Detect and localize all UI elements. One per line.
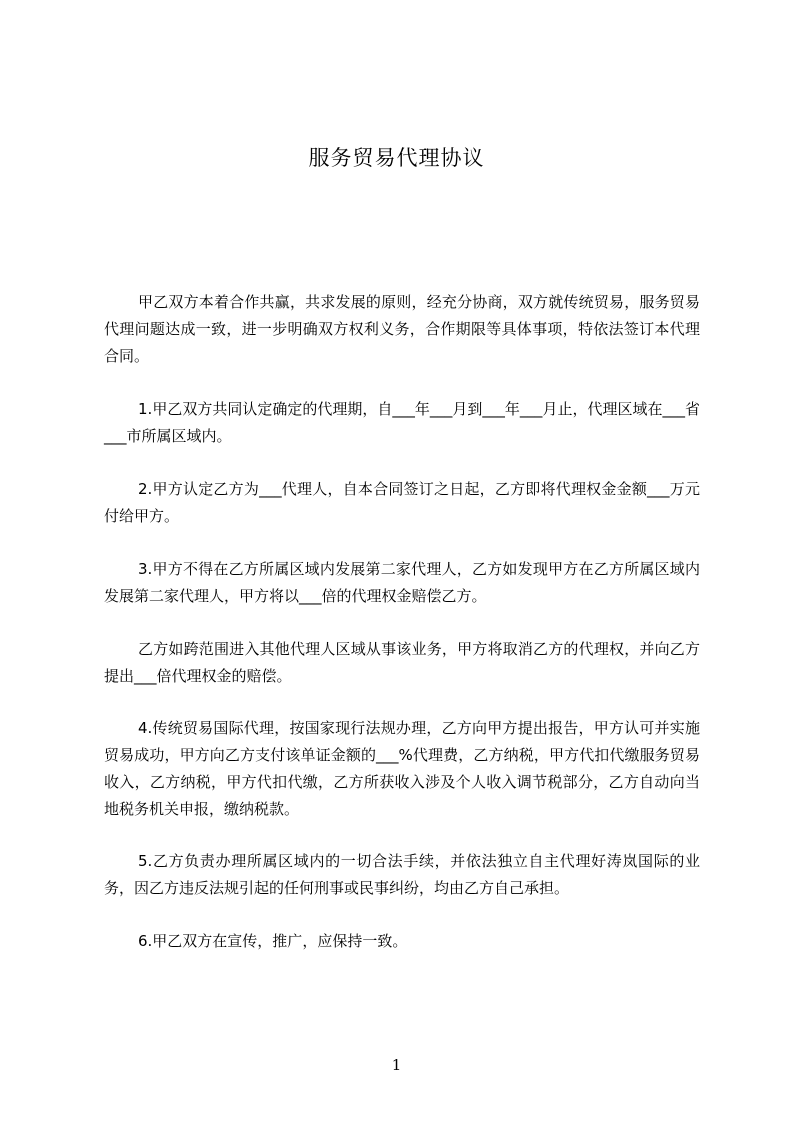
paragraph-clause-4: 4.传统贸易国际代理，按国家现行法规办理，乙方向甲方提出报告，甲方认可并实施贸易成功，甲方向乙方支付该单证金额的___%代理费，乙方纳税，甲方代扣代缴服务贸易收入，乙方纳税，甲方代扣代缴，乙方所获收入涉及个人收入调节税部分，乙方自动向当地税务机关申报，缴纳税款。 bbox=[104, 719, 700, 818]
paragraph-clause-3: 3.甲方不得在乙方所属区域内发展第二家代理人，乙方如发现甲方在乙方所属区域内发展第二家代理人，甲方将以___倍的代理权金赔偿乙方。 bbox=[104, 560, 700, 605]
paragraph-clause-5: 5.乙方负责办理所属区域内的一切合法手续，并依法独立自主代理好涛岚国际的业务，因乙方违反法规引起的任何刑事或民事纠纷，均由乙方自己承担。 bbox=[104, 852, 700, 897]
paragraph-preamble: 甲乙双方本着合作共赢，共求发展的原则，经充分协商，双方就传统贸易，服务贸易代理问题达成一致，进一步明确双方权利义务，合作期限等具体事项，特依法签订本代理合同。 bbox=[104, 293, 700, 365]
paragraph-clause-2: 2.甲方认定乙方为___代理人，自本合同签订之日起，乙方即将代理权金金额___万元付给甲方。 bbox=[104, 480, 700, 525]
paragraph-clause-6: 6.甲乙双方在宣传，推广，应保持一致。 bbox=[138, 932, 408, 950]
paragraph-clause-1: 1.甲乙双方共同认定确定的代理期，自___年___月到___年___月止，代理区域在___省___市所属区域内。 bbox=[104, 400, 700, 445]
document-title: 服务贸易代理协议 bbox=[308, 146, 485, 170]
paragraph-clause-3-supplement: 乙方如跨范围进入其他代理人区域从事该业务，甲方将取消乙方的代理权，并向乙方提出___倍代理权金的赔偿。 bbox=[104, 640, 700, 685]
page-number: 1 bbox=[391, 1056, 402, 1074]
